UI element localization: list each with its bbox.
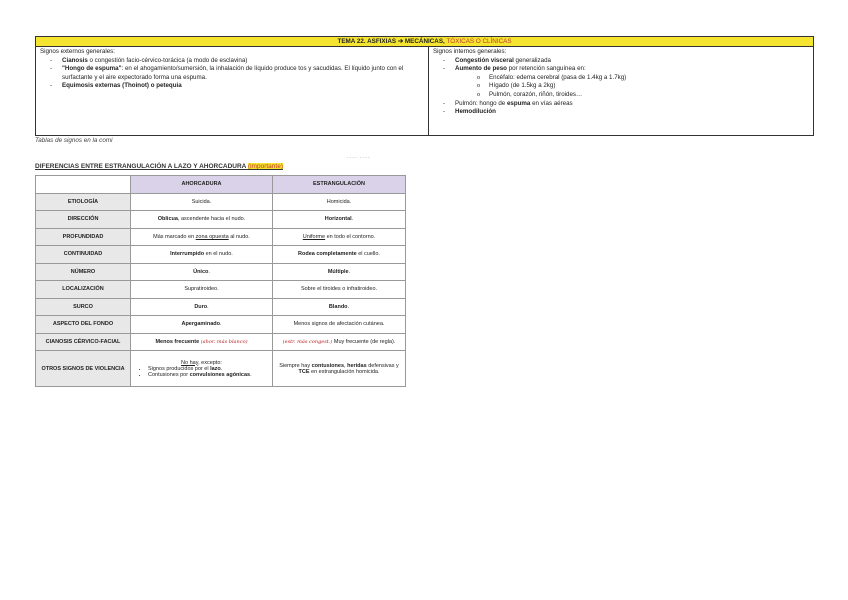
cell-bold: Apergaminado [181, 321, 220, 328]
internal-signs-heading: Signos internos generales: [433, 48, 507, 55]
cell-text: el cuello. [356, 251, 380, 258]
list-item [433, 65, 809, 74]
row-label: LOCALIZACIÓN [36, 281, 131, 299]
row-label: ETIOLOGÍA [36, 193, 131, 211]
cell-text: Signos producidos por el [148, 365, 211, 372]
table-row [36, 333, 406, 351]
cell-ahorcadura [131, 316, 273, 334]
summary-box [35, 36, 814, 136]
row-label: ASPECTO DEL FONDO [36, 316, 131, 334]
header-blank [36, 176, 131, 194]
cell-estrangulacion [273, 211, 406, 229]
comparison-table [35, 175, 406, 387]
table-header-row [36, 176, 406, 194]
header-ahorcadura: AHORCADURA [131, 176, 273, 194]
row-label: PROFUNDIDAD [36, 228, 131, 246]
table-heading-text: DIFERENCIAS ENTRE ESTRANGULACIÓN A LAZO Y AHORCADURA [35, 163, 247, 170]
cell-ahorcadura: Suicida. [131, 193, 273, 211]
cell-text: . [207, 303, 209, 310]
cell-bold: Rodea completamente [298, 251, 357, 258]
cell-estrangulacion [273, 333, 406, 351]
item-text: por retención sanguínea en: [506, 65, 586, 73]
item-text: generalizada [513, 56, 551, 64]
cell-text: , excepto: [198, 359, 222, 366]
item-text: en vías aéreas [530, 99, 573, 107]
header-estrangulacion: ESTRANGULACIÓN [273, 176, 406, 194]
cell-ahorcadura [131, 351, 273, 387]
cell-ahorcadura [131, 333, 273, 351]
cell-text: . [208, 268, 210, 275]
cell-bold: Interrumpido [170, 251, 205, 258]
cell-bold: convulsiones agónicas [189, 371, 251, 378]
table-row [36, 263, 406, 281]
cell-text: . [348, 268, 351, 275]
title-suffix: TÓXICAS O CLÍNICAS [444, 38, 512, 45]
cell-text: Contusiones por [148, 371, 190, 378]
cell-estrangulacion: Menos signos de afectación cutánea. [273, 316, 406, 334]
arrow-icon: ➔ [397, 38, 404, 45]
cell-ahorcadura: Supratiroideo. [131, 281, 273, 299]
cell-text: Más marcado en [153, 233, 196, 240]
item-bold: Congestión visceral [455, 56, 514, 64]
cell-bold: Horizontal [324, 216, 352, 223]
table-row [36, 228, 406, 246]
sub-list-item: o Pulmón, corazón, riñón, tiroides… [433, 91, 809, 100]
table-row [36, 298, 406, 316]
cell-ahorcadura [131, 228, 273, 246]
table-row [36, 211, 406, 229]
cell-estrangulacion [273, 263, 406, 281]
cell-bold: lazo [210, 365, 221, 372]
cell-text: . [347, 303, 350, 310]
topic-title [36, 37, 813, 47]
item-bold: Cianosis [62, 56, 88, 64]
cell-bold: heridas [347, 362, 367, 369]
list-item [40, 57, 424, 66]
list-item: • Contusiones por convulsiones agónicas. [148, 372, 269, 378]
cell-bold: Blando [328, 303, 348, 310]
external-signs-heading: Signos externos generales: [40, 48, 115, 55]
row-label: NÚMERO [36, 263, 131, 281]
cell-estrangulacion [273, 351, 406, 387]
sub-list-item: o Encéfalo: edema cerebral (pasa de 1.4kg a 1.7kg) [433, 74, 809, 83]
cell-estrangulacion [273, 228, 406, 246]
cell-bold: Duro [194, 303, 208, 310]
cell-ahorcadura [131, 211, 273, 229]
item-bold: espuma [506, 99, 531, 107]
item-bold: Hemodilución [455, 108, 496, 116]
cell-ahorcadura [131, 263, 273, 281]
cell-bold: TCE [298, 368, 310, 375]
cell-text: , ascendente hacia el nudo. [177, 216, 246, 223]
caption: Tablas de signos en la comi [35, 137, 113, 144]
list-item [40, 65, 424, 82]
cell-underline: No hay [181, 359, 199, 366]
list-item: • Signos producidos por el lazo. [148, 366, 269, 372]
cell-text: al nudo. [228, 233, 250, 240]
cell-text: en estrangulación homicida. [309, 368, 380, 375]
important-badge: (importante) [247, 163, 283, 170]
cell-text: en el nudo. [204, 251, 233, 258]
cell-underline: zona opuesta [195, 233, 229, 240]
table-row [36, 351, 406, 387]
item-text: : en el ahogamiento/sumersión, la inhalación de líquido produce tos y sacudidas. El líquido junto con el surfactante y el aire expectorado forma una espuma. [62, 65, 404, 81]
title-prefix: TEMA 22. ASFIXIAS [337, 38, 397, 45]
cell-bold: Oblicua [157, 216, 178, 223]
row-label: CONTINUIDAD [36, 246, 131, 264]
cell-text: . [219, 321, 222, 328]
cell-text: Muy frecuente (de regla). [333, 338, 396, 345]
cell-text: , [344, 362, 348, 369]
cell-bold: Menos frecuente [155, 338, 200, 345]
handwritten-note: (estr. más congest.) [282, 338, 333, 345]
internal-signs-column [429, 47, 813, 135]
item-bold: Equimosis externas (Thoinot) o petequia [62, 82, 182, 90]
cell-text: Siempre hay [279, 362, 312, 369]
dashes: ---- ---- [347, 155, 371, 161]
table-row [36, 193, 406, 211]
cell-ahorcadura [131, 246, 273, 264]
external-signs-column [36, 47, 429, 135]
table-heading [35, 163, 283, 170]
item-bold: Aumento de peso [455, 65, 507, 73]
item-bold: "Hongo de espuma" [62, 65, 122, 73]
cell-bold: Único [193, 268, 209, 275]
list-item [433, 108, 809, 117]
cell-estrangulacion: Homicida. [273, 193, 406, 211]
cell-bold: Múltiple [327, 268, 349, 275]
table-row [36, 281, 406, 299]
cell-ahorcadura [131, 298, 273, 316]
row-label: DIRECCIÓN [36, 211, 131, 229]
title-main: MECÁNICAS, [403, 38, 445, 45]
cell-estrangulacion [273, 246, 406, 264]
sub-list-item: o Hígado (de 1.5kg a 2kg) [433, 82, 809, 91]
table-row [36, 246, 406, 264]
cell-bold: contusiones [311, 362, 345, 369]
cell-estrangulacion [273, 298, 406, 316]
cell-text: defensivas y [366, 362, 399, 369]
cell-estrangulacion: Sobre el tiroides o infratiroideo. [273, 281, 406, 299]
row-label: CIANOSIS CÉRVICO-FACIAL [36, 333, 131, 351]
list-item [433, 100, 809, 109]
row-label: SURCO [36, 298, 131, 316]
table-row [36, 316, 406, 334]
cell-text: en todo el contorno. [325, 233, 376, 240]
list-item [40, 82, 424, 91]
cell-underline: Uniforme [302, 233, 326, 240]
row-label: OTROS SIGNOS DE VIOLENCIA [36, 351, 131, 387]
list-item [433, 57, 809, 66]
item-text: o congestión facio-cérvico-torácica (a modo de esclavina) [87, 56, 248, 64]
cell-text: . [351, 216, 354, 223]
item-text: Pulmón: hongo de [455, 99, 507, 107]
handwritten-note: (ahor. más blanco) [200, 338, 248, 345]
